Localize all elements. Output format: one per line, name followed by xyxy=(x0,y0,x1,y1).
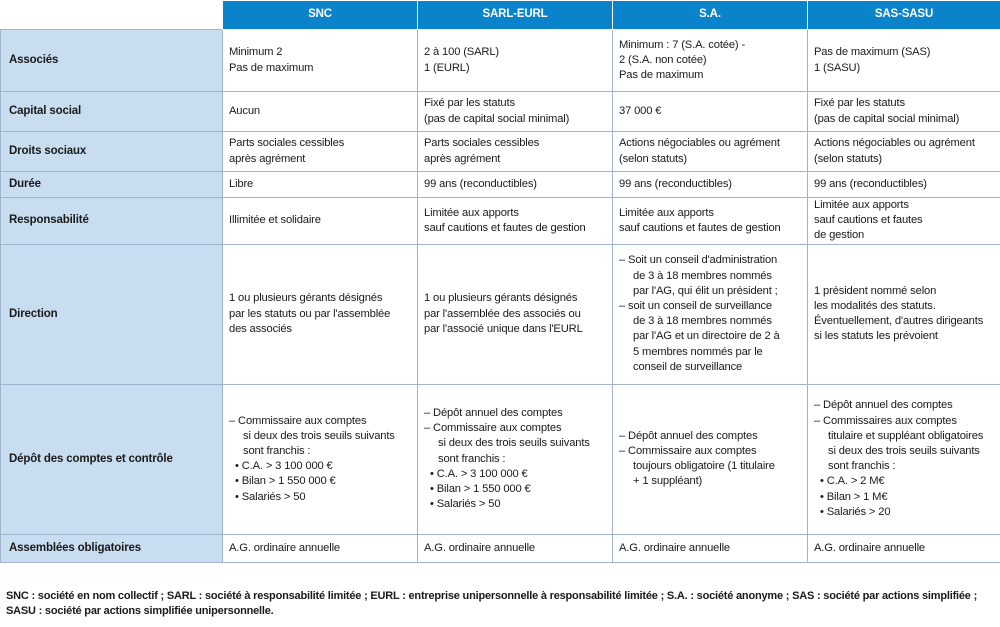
cell-line: sauf cautions et fautes de gestion xyxy=(424,221,586,234)
cell-line: – Commissaire aux comptes xyxy=(619,444,757,457)
cell-depot-comptes-sarl-eurl xyxy=(418,384,613,534)
cell-line: • Bilan > 1 M€ xyxy=(820,490,888,503)
cell-line: Parts sociales cessibles xyxy=(424,137,540,150)
cell-line: • C.A. > 3 100 000 € xyxy=(235,460,333,473)
cell-line: 99 ans (reconductibles) xyxy=(424,177,537,190)
row-assemblees xyxy=(1,534,1000,562)
header-snc: SNC xyxy=(223,1,418,30)
header-sa: S.A. xyxy=(613,1,808,30)
cell-line: des associés xyxy=(229,322,292,335)
cell-line: 2 à 100 (SARL) xyxy=(424,46,500,59)
cell-line: sauf cautions et fautes de gestion xyxy=(619,221,781,234)
row-responsabilite xyxy=(1,198,1000,245)
header-sas-sasu: SAS-SASU xyxy=(808,1,1000,30)
cell-line: Limitée aux apports xyxy=(424,206,519,219)
cell-line: Illimitée et solidaire xyxy=(229,214,321,227)
cell-line: Pas de maximum (SAS) xyxy=(814,46,931,59)
cell-line: Limitée aux apports xyxy=(814,199,909,211)
cell-line: • Bilan > 1 550 000 € xyxy=(430,482,531,495)
cell-line: + 1 suppléant) xyxy=(633,475,703,488)
header-sarl-eurl: SARL-EURL xyxy=(418,1,613,30)
cell-line: Pas de maximum xyxy=(619,69,704,82)
row-label-duree: Durée xyxy=(1,172,223,198)
cell-associes-sa xyxy=(613,30,808,92)
cell-assemblees-sa xyxy=(613,534,808,562)
cell-line: – Soit un conseil d'administration xyxy=(619,254,778,267)
cell-associes-sarl-eurl xyxy=(418,30,613,92)
cell-line: sauf cautions et fautes xyxy=(814,214,923,227)
cell-line: par l'assemblée des associés ou xyxy=(424,307,581,320)
cell-line: de 3 à 18 membres nommés xyxy=(633,269,772,282)
cell-line: Limitée aux apports xyxy=(619,206,714,219)
header-corner xyxy=(1,1,223,30)
cell-line: titulaire et suppléant obligatoires xyxy=(828,429,984,442)
cell-line: par les statuts ou par l'assemblée xyxy=(229,307,391,320)
cell-associes-sas-sasu xyxy=(808,30,1000,92)
cell-line: – Commissaire aux comptes xyxy=(424,422,562,435)
cell-line: par l'AG, qui élit un président ; xyxy=(633,284,778,297)
cell-depot-comptes-sas-sasu xyxy=(808,384,1000,534)
cell-line: • Salariés > 50 xyxy=(430,498,501,511)
cell-line: après agrément xyxy=(229,152,306,165)
cell-line: Actions négociables ou agrément xyxy=(619,137,780,150)
cell-line: de gestion xyxy=(814,229,865,242)
cell-line: 1 (EURL) xyxy=(424,61,470,74)
cell-line: • Salariés > 50 xyxy=(235,490,306,503)
cell-associes-snc xyxy=(223,30,418,92)
row-direction xyxy=(1,244,1000,384)
cell-line: si deux des trois seuils suivants xyxy=(438,437,590,450)
cell-line: 1 (SASU) xyxy=(814,61,861,74)
cell-duree-snc xyxy=(223,172,418,198)
cell-line: sont franchis : xyxy=(243,444,311,457)
row-label-assemblees: Assemblées obligatoires xyxy=(1,534,223,562)
cell-line: Actions négociables ou agrément xyxy=(814,137,975,150)
cell-line: (pas de capital social minimal) xyxy=(424,112,570,125)
cell-line: si deux des trois seuils suivants xyxy=(243,429,395,442)
cell-line: les modalités des statuts. xyxy=(814,299,936,312)
row-label-responsabilite: Responsabilité xyxy=(1,198,223,245)
cell-depot-comptes-snc xyxy=(223,384,418,534)
cell-line: 2 (S.A. non cotée) xyxy=(619,53,707,66)
cell-line: Éventuellement, d'autres dirigeants xyxy=(814,315,984,328)
cell-direction-snc xyxy=(223,244,418,384)
cell-line: • C.A. > 3 100 000 € xyxy=(430,467,528,480)
cell-line: 37 000 € xyxy=(619,104,662,117)
row-label-associes: Associés xyxy=(1,30,223,92)
cell-line: si deux des trois seuils suivants xyxy=(828,444,980,457)
cell-droits-sociaux-sarl-eurl xyxy=(418,132,613,172)
cell-line: sont franchis : xyxy=(828,460,896,473)
cell-capital-social-sas-sasu xyxy=(808,92,1000,132)
cell-line: Minimum 2 xyxy=(229,46,283,59)
cell-responsabilite-sas-sasu xyxy=(808,198,1000,245)
row-duree xyxy=(1,172,1000,198)
row-label-droits-sociaux: Droits sociaux xyxy=(1,132,223,172)
cell-responsabilite-sa xyxy=(613,198,808,245)
cell-line: sont franchis : xyxy=(438,452,506,465)
cell-line: • C.A. > 2 M€ xyxy=(820,475,885,488)
row-label-direction: Direction xyxy=(1,244,223,384)
cell-line: A.G. ordinaire annuelle xyxy=(814,541,925,554)
cell-duree-sarl-eurl xyxy=(418,172,613,198)
cell-droits-sociaux-sa xyxy=(613,132,808,172)
cell-line: • Bilan > 1 550 000 € xyxy=(235,475,336,488)
cell-line: – Dépôt annuel des comptes xyxy=(424,406,563,419)
cell-line: 1 ou plusieurs gérants désignés xyxy=(229,292,383,305)
cell-line: après agrément xyxy=(424,152,501,165)
cell-line: A.G. ordinaire annuelle xyxy=(229,541,340,554)
cell-line: (selon statuts) xyxy=(619,152,688,165)
cell-line: – Commissaires aux comptes xyxy=(814,414,957,427)
cell-direction-sa xyxy=(613,244,808,384)
cell-duree-sas-sasu xyxy=(808,172,1000,198)
cell-line: – Commissaire aux comptes xyxy=(229,414,367,427)
cell-line: (selon statuts) xyxy=(814,152,883,165)
cell-line: de 3 à 18 membres nommés xyxy=(633,315,772,328)
row-depot-comptes xyxy=(1,384,1000,534)
cell-responsabilite-sarl-eurl xyxy=(418,198,613,245)
row-label-capital-social: Capital social xyxy=(1,92,223,132)
cell-line: Pas de maximum xyxy=(229,61,314,74)
cell-line: 1 ou plusieurs gérants désignés xyxy=(424,292,578,305)
cell-line: – Dépôt annuel des comptes xyxy=(814,399,953,412)
cell-line: – Dépôt annuel des comptes xyxy=(619,429,758,442)
cell-line: conseil de surveillance xyxy=(633,360,743,373)
cell-line: toujours obligatoire (1 titulaire xyxy=(633,460,775,473)
cell-capital-social-sarl-eurl xyxy=(418,92,613,132)
cell-line: A.G. ordinaire annuelle xyxy=(424,541,535,554)
row-associes xyxy=(1,30,1000,92)
cell-droits-sociaux-sas-sasu xyxy=(808,132,1000,172)
cell-line: Fixé par les statuts xyxy=(814,97,905,110)
row-droits-sociaux xyxy=(1,132,1000,172)
cell-line: Libre xyxy=(229,177,254,190)
cell-line: 1 président nommé selon xyxy=(814,284,937,297)
cell-line: Parts sociales cessibles xyxy=(229,137,345,150)
cell-duree-sa xyxy=(613,172,808,198)
cell-droits-sociaux-snc xyxy=(223,132,418,172)
cell-line: • Salariés > 20 xyxy=(820,505,891,518)
cell-line: Fixé par les statuts xyxy=(424,97,515,110)
cell-line: A.G. ordinaire annuelle xyxy=(619,541,730,554)
footnote: SNC : société en nom collectif ; SARL : société à responsabilité limitée ; EURL : entreprise unipersonnelle à responsabilité limitée ; S.A. : société anonyme ; SAS : société par actions simplifiée ; SASU : société par actions simplifiée unipersonnelle. xyxy=(6,590,978,617)
cell-line: 5 membres nommés par le xyxy=(633,345,763,358)
cell-line: (pas de capital social minimal) xyxy=(814,112,960,125)
cell-assemblees-sas-sasu xyxy=(808,534,1000,562)
cell-direction-sas-sasu xyxy=(808,244,1000,384)
cell-line: si les statuts les prévoient xyxy=(814,330,938,343)
cell-responsabilite-snc xyxy=(223,198,418,245)
cell-capital-social-snc xyxy=(223,92,418,132)
cell-line: Minimum : 7 (S.A. cotée) - xyxy=(619,38,746,51)
cell-depot-comptes-sa xyxy=(613,384,808,534)
cell-line: 99 ans (reconductibles) xyxy=(619,177,732,190)
row-label-depot-comptes: Dépôt des comptes et contrôle xyxy=(1,384,223,534)
cell-line: 99 ans (reconductibles) xyxy=(814,177,927,190)
cell-capital-social-sa xyxy=(613,92,808,132)
cell-line: – soit un conseil de surveillance xyxy=(619,299,773,312)
cell-line: Aucun xyxy=(229,104,260,117)
cell-assemblees-snc xyxy=(223,534,418,562)
cell-line: par l'AG et un directoire de 2 à xyxy=(633,330,780,343)
cell-direction-sarl-eurl xyxy=(418,244,613,384)
row-capital-social xyxy=(1,92,1000,132)
cell-assemblees-sarl-eurl xyxy=(418,534,613,562)
cell-line: par l'associé unique dans l'EURL xyxy=(424,322,583,335)
header-row xyxy=(1,1,1000,30)
